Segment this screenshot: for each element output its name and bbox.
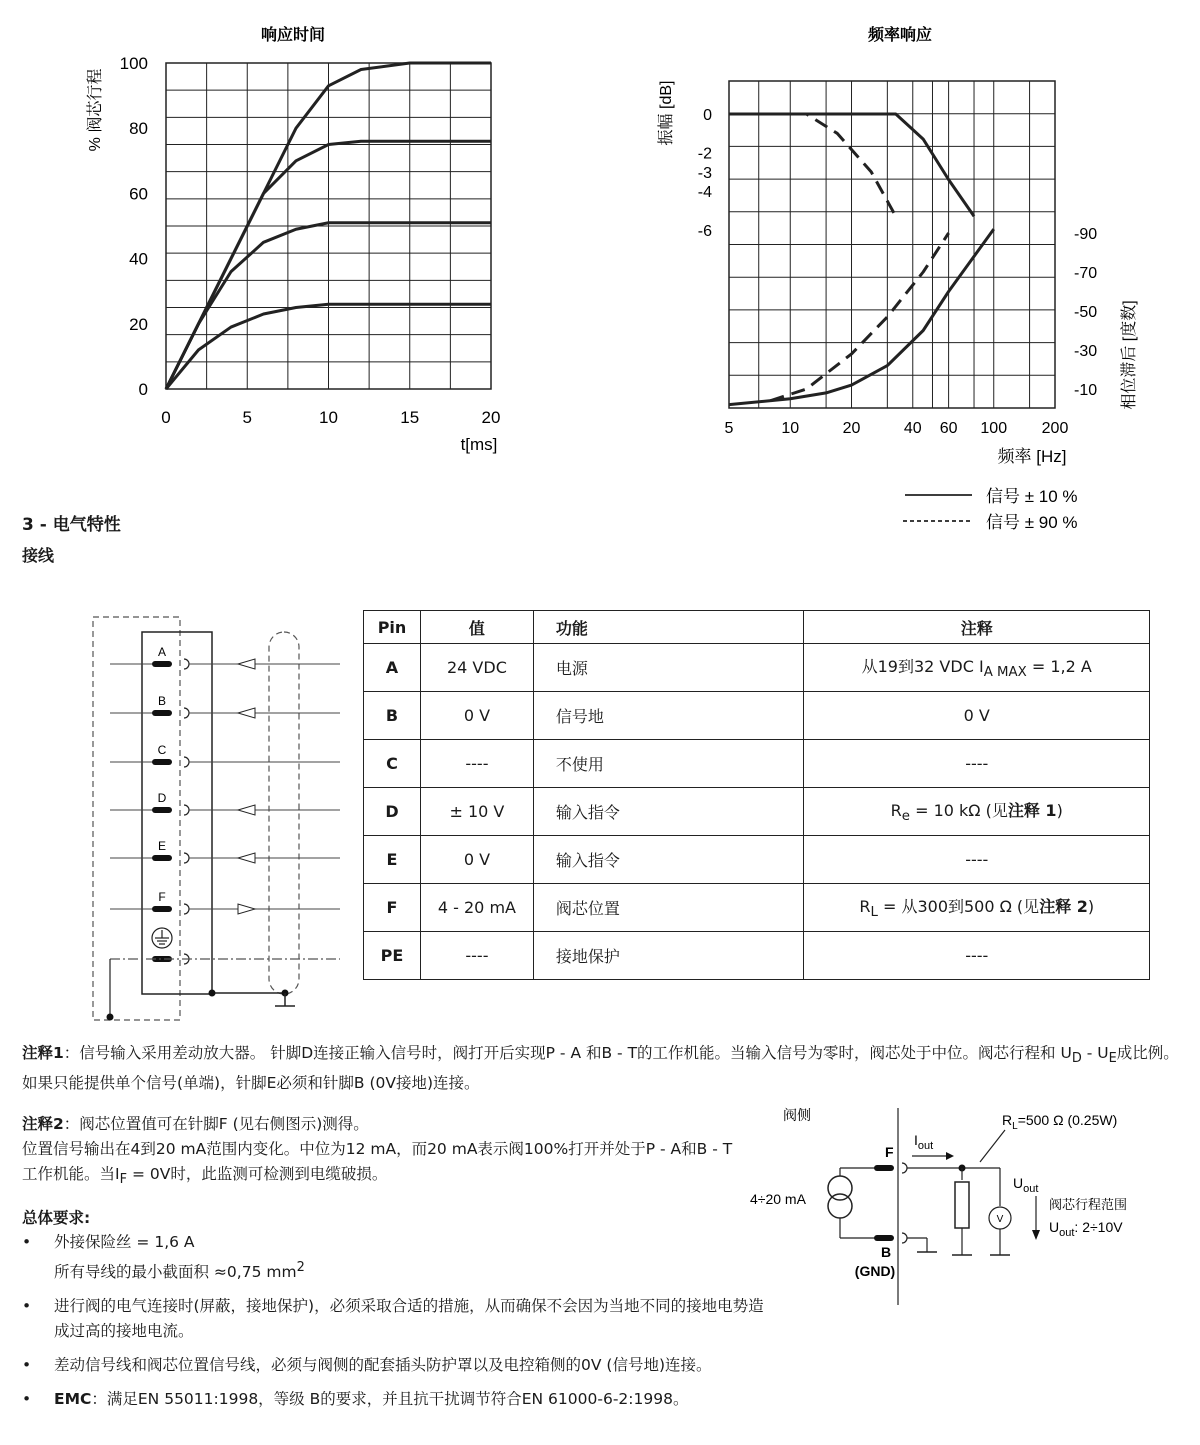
circuit-uout-label: $U_{out}$ [1013, 1175, 1039, 1195]
phase-curve-10 [729, 229, 994, 405]
circuit-range-label: 阀芯行程范围 [1049, 1197, 1128, 1212]
pin-letter: A [157, 645, 167, 659]
bullet: • [22, 1356, 32, 1375]
x-tick-label: 0 [161, 408, 171, 427]
cable-shield [269, 632, 299, 994]
current-source-icon [828, 1176, 852, 1200]
arrow-in-icon [238, 659, 255, 669]
circuit-pin-f: F [885, 1144, 894, 1160]
note-1 [22, 1041, 1182, 1096]
freq-chart-series [729, 114, 994, 405]
arrow-in-icon [238, 805, 255, 815]
cell-note: ---- [804, 932, 1150, 980]
pin-contact [152, 710, 172, 716]
wire-row-e [110, 839, 340, 863]
pin-letter: F [158, 890, 166, 904]
circuit-iout-label: $I_{out}$ [914, 1132, 934, 1152]
pin-letter: B [157, 694, 167, 708]
requirement-item: • 外接保险丝 = 1,6 A 所有导线的最小截面积 ≈0,75 $mm^2$ [22, 1230, 772, 1285]
wire-row-c [110, 743, 340, 767]
freq-x-tick-label: 100 [980, 420, 1008, 437]
bullet: • [22, 1233, 32, 1251]
bullet: • [22, 1390, 32, 1409]
freq-chart-ylabel-left: 振幅 [dB] [658, 80, 675, 146]
pin-contact [152, 759, 172, 765]
freq-x-tick-label: 60 [939, 420, 958, 437]
cell-function: 信号地 [533, 692, 804, 740]
load-resistor [955, 1182, 969, 1228]
table-header-row [364, 611, 1150, 644]
note-1-label: 注释1 [22, 1044, 64, 1062]
freq-x-tick-label: 200 [1041, 420, 1069, 437]
wire-row-b [110, 694, 340, 718]
requirement-item: • 差动信号线和阀芯位置信号线，必须与阀侧的配套插头防护罩以及电控箱侧的0V (信号地)连接。 [22, 1353, 772, 1378]
pin-contact [152, 906, 172, 912]
phase-tick-label: -10 [1074, 382, 1098, 399]
x-tick-label: 10 [319, 408, 338, 427]
circuit-range-value: $U_{out}$: 2÷10V [1049, 1219, 1123, 1239]
freq-x-tick-label: 10 [781, 420, 800, 437]
cell-value: ---- [420, 932, 533, 980]
position-output-circuit [740, 1100, 1180, 1310]
requirement-item: • 进行阀的电气连接时(屏蔽，接地保护)，必须采取合适的措施，从而确保不会因为当地不同的接地电势造成过高的接地电流。 [22, 1294, 772, 1344]
requirement-item: • EMC：满足EN 55011:1998，等级 B的要求，并且抗干扰调节符合EN 61000-6-2:1998。 [22, 1387, 772, 1412]
table-row [364, 740, 1150, 788]
phase-tick-label: -90 [1074, 226, 1098, 243]
response-chart-title: 响应时间 [260, 27, 326, 44]
requirements-title: 总体要求: [22, 1209, 91, 1227]
table-row [364, 692, 1150, 740]
cell-value: 0 V [420, 836, 533, 884]
pin-letter: E [157, 839, 167, 853]
y-tick-label: 20 [129, 314, 148, 334]
cell-note: $R_e = 10$ kΩ (见注释 1) [804, 788, 1150, 836]
col-header-note: 注释 [804, 611, 1150, 644]
cell-value: 0 V [420, 692, 533, 740]
requirements-list [22, 1230, 772, 1421]
cell-value: ± 10 V [420, 788, 533, 836]
y-tick-label: 100 [119, 54, 148, 73]
y-tick-label: 60 [129, 184, 148, 204]
cell-function: 不使用 [533, 740, 804, 788]
arrow-in-icon [238, 853, 255, 863]
response-chart-xlabel: t[ms] [460, 435, 498, 454]
bullet: • [22, 1297, 32, 1316]
cell-value: 24 VDC [420, 644, 533, 692]
freq-x-tick-label: 40 [903, 420, 922, 437]
circuit-current-source-label: 4÷20 mA [750, 1191, 806, 1207]
cell-note: ---- [804, 740, 1150, 788]
amplitude-tick-label: -2 [697, 145, 712, 163]
note-2-line2: 位置信号输出在4到20 mA范围内变化。中位为12 mA，而20 mA表示阀100%打开并处于P - A和B - T工作机能。当$I_F = 0V$时，此监测可检测到电缆破损。 [22, 1140, 733, 1188]
phase-tick-label: -70 [1074, 265, 1098, 282]
freq-x-tick-label: 20 [842, 420, 861, 437]
amplitude-tick-label: -6 [697, 222, 712, 240]
note-1-text: ：信号输入采用差动放大器。 针脚D连接正输入信号时，阀打开后实现P - A 和B - T的工作机能。当输入信号为零时，阀芯处于中位。阀芯行程和 $U_D - U_E$成比例。如果只能提供单个信号(单端)，针脚E必须和针脚B (0V接地)连接。 [22, 1044, 1179, 1093]
phase-tick-label: -30 [1074, 343, 1098, 360]
cell-function: 电源 [533, 644, 804, 692]
cell-value: ---- [420, 740, 533, 788]
section-title: 3 - 电气特性 [22, 515, 121, 535]
cell-pin: B [364, 692, 421, 740]
y-tick-label: 40 [129, 249, 148, 269]
table-row [364, 932, 1150, 980]
table-row [364, 788, 1150, 836]
cell-pin: D [364, 788, 421, 836]
table-row [364, 884, 1150, 932]
wire-row-f [110, 890, 340, 914]
freq-x-tick-label: 5 [724, 420, 734, 437]
wire-row-d [110, 791, 340, 815]
wiring-diagram [80, 600, 370, 1030]
cell-function: 接地保护 [533, 932, 804, 980]
x-tick-label: 15 [400, 408, 420, 427]
pin-letter: C [157, 743, 167, 757]
circuit-valve-side-label: 阀侧 [783, 1107, 811, 1123]
pin-letter: D [157, 791, 167, 805]
phase-tick-label: -50 [1074, 304, 1098, 321]
subsection-title: 接线 [22, 546, 55, 565]
cell-note: 从19到32 VDC $I_{A MAX} = 1,2$ A [804, 644, 1150, 692]
circuit-pin-b: B [880, 1244, 892, 1260]
x-tick-label: 20 [481, 408, 501, 427]
cell-function: 输入指令 [533, 788, 804, 836]
cell-function: 输入指令 [533, 836, 804, 884]
response-chart-ylabel: % 阀芯行程 [87, 68, 104, 152]
pin-table [363, 610, 1150, 980]
col-header-function: 功能 [533, 611, 804, 644]
cell-pin: C [364, 740, 421, 788]
col-header-pin: Pin [364, 611, 421, 644]
frequency-response-chart [600, 0, 1200, 540]
x-tick-label: 5 [242, 408, 252, 427]
amplitude-tick-label: 0 [703, 107, 712, 124]
pin-contact [152, 807, 172, 813]
col-header-value: 值 [420, 611, 533, 644]
note-2-line1: ：阀芯位置值可在针脚F (见右侧图示)测得。 [63, 1115, 369, 1133]
freq-chart-title: 频率响应 [867, 27, 933, 44]
cell-note: 0 V [804, 692, 1150, 740]
legend-entry-10: 信号 ± 10 % [986, 487, 1078, 506]
note-2 [22, 1112, 742, 1192]
table-row [364, 836, 1150, 884]
y-tick-label: 80 [129, 119, 148, 139]
cell-pin: PE [364, 932, 421, 980]
cell-pin: F [364, 884, 421, 932]
svg-text:V: V [996, 1214, 1004, 1225]
circuit-gnd-label: (GND) [854, 1263, 896, 1279]
response-time-chart [0, 0, 560, 470]
cell-function: 阀芯位置 [533, 884, 804, 932]
arrow-out-icon [238, 904, 255, 914]
amplitude-tick-label: -4 [697, 184, 712, 202]
amplitude-curve-90 [729, 114, 896, 216]
circuit-rl-label: $R_L=500$ Ω (0.25W) [1002, 1112, 1118, 1132]
amplitude-tick-label: -3 [697, 164, 712, 182]
y-tick-label: 0 [138, 380, 148, 399]
wire-row-a [110, 645, 340, 669]
pin-contact [152, 855, 172, 861]
cell-note: ---- [804, 836, 1150, 884]
cell-note: $R_L$ = 从300到500 Ω (见注释 2) [804, 884, 1150, 932]
cell-pin: A [364, 644, 421, 692]
pin-contact [152, 661, 172, 667]
legend-entry-90: 信号 ± 90 % [986, 513, 1078, 532]
note-2-label: 注释2 [22, 1115, 64, 1133]
arrow-in-icon [238, 708, 255, 718]
cell-value: 4 - 20 mA [420, 884, 533, 932]
table-row [364, 644, 1150, 692]
cell-pin: E [364, 836, 421, 884]
freq-chart-ylabel-right: 相位滞后 [度数] [1121, 300, 1138, 410]
freq-chart-xlabel: 频率 [Hz] [997, 447, 1067, 466]
